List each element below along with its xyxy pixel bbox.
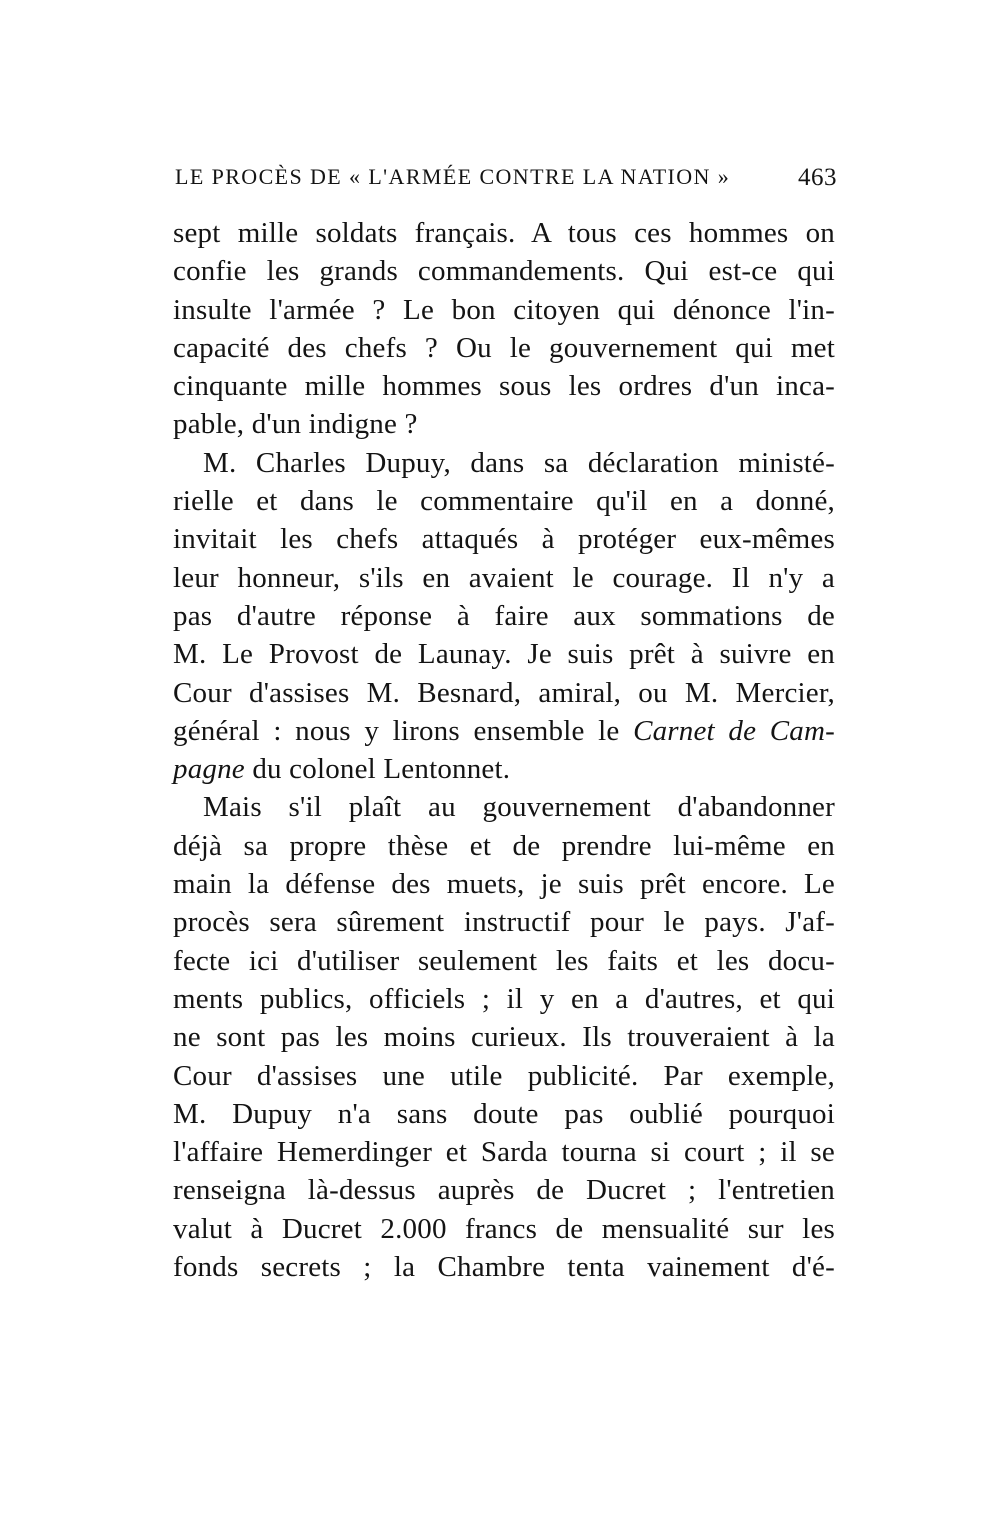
text-segment: Cour d'assises une utile publicité. Par exemple, [173, 1059, 835, 1092]
text-segment: valut à Ducret 2.000 francs de mensualité sur les [173, 1212, 835, 1245]
text-line [173, 903, 835, 941]
text-segment: confie les grands commandements. Qui est-ce qui [173, 255, 835, 288]
text-line [173, 1210, 835, 1248]
text-segment: Cour d'assises M. Besnard, amiral, ou M. Mercier, [173, 676, 835, 709]
text-line [173, 520, 835, 558]
text-segment: capacité des chefs ? Ou le gouvernement qui met [173, 331, 835, 364]
text-line [173, 367, 835, 405]
text-line [173, 1248, 835, 1286]
italic-title-segment: pagne [173, 753, 245, 786]
text-segment: fecte ici d'utiliser seulement les faits et les docu- [173, 944, 835, 977]
text-line [173, 865, 835, 903]
text-segment: Mais s'il plaît au gouvernement d'abandonner [203, 791, 835, 824]
text-line [173, 1095, 835, 1133]
text-line [173, 1133, 835, 1171]
paragraph-start-line [173, 788, 835, 826]
text-segment: insulte l'armée ? Le bon citoyen qui dénonce l'in- [173, 293, 835, 326]
text-line [173, 942, 835, 980]
text-segment: main la défense des muets, je suis prêt encore. Le [173, 868, 835, 901]
body-text [173, 214, 835, 1286]
text-line [173, 482, 835, 520]
text-line [173, 559, 835, 597]
text-segment: procès sera sûrement instructif pour le pays. J'af- [173, 906, 835, 939]
text-line [173, 597, 835, 635]
text-segment: M. Le Provost de Launay. Je suis prêt à suivre en [173, 638, 835, 671]
text-segment: déjà sa propre thèse et de prendre lui-même en [173, 829, 835, 862]
text-segment: M. Dupuy n'a sans doute pas oublié pourquoi [173, 1097, 835, 1130]
text-segment: leur honneur, s'ils en avaient le courage. Il n'y a [173, 561, 835, 594]
text-line [173, 214, 835, 252]
paragraph-end-line [173, 405, 835, 443]
paragraph-end-line [173, 750, 835, 788]
text-segment: ne sont pas les moins curieux. Ils trouveraient à la [173, 1021, 835, 1054]
text-segment: pable, d'un indigne ? [173, 408, 418, 441]
text-segment: fonds secrets ; la Chambre tenta vainement d'é- [173, 1251, 835, 1284]
text-line [173, 1057, 835, 1095]
text-segment: cinquante mille hommes sous les ordres d'un inca- [173, 370, 835, 403]
text-segment: M. Charles Dupuy, dans sa déclaration ministé- [203, 446, 835, 479]
text-line [173, 291, 835, 329]
text-segment: sept mille soldats français. A tous ces hommes on [173, 217, 835, 249]
paragraph-start-line [173, 444, 835, 482]
text-line [173, 827, 835, 865]
text-segment: l'affaire Hemerdinger et Sarda tourna si court ; il se [173, 1136, 835, 1169]
text-segment: ments publics, officiels ; il y en a d'autres, et qui [173, 982, 835, 1015]
italic-title-segment: Carnet de Cam- [633, 714, 836, 747]
text-line [173, 252, 835, 290]
running-head [175, 164, 837, 194]
text-line [173, 635, 835, 673]
text-segment: invitait les chefs attaqués à protéger eux-mêmes [173, 523, 835, 556]
running-title: LE PROCÈS DE « L'ARMÉE CONTRE LA NATION » [175, 164, 731, 189]
text-line [173, 980, 835, 1018]
text-segment: pas d'autre réponse à faire aux sommations de [173, 599, 835, 632]
text-line [173, 712, 835, 750]
text-line [173, 674, 835, 712]
text-segment: général : nous y lirons ensemble le [173, 714, 634, 747]
text-segment: rielle et dans le commentaire qu'il en a donné, [173, 485, 835, 518]
text-line [173, 1171, 835, 1209]
text-segment: renseigna là-dessus auprès de Ducret ; l'entretien [173, 1174, 835, 1207]
page-number: 463 [798, 164, 837, 191]
text-segment: du colonel Lentonnet. [244, 753, 511, 786]
text-line [173, 329, 835, 367]
text-line [173, 1018, 835, 1056]
